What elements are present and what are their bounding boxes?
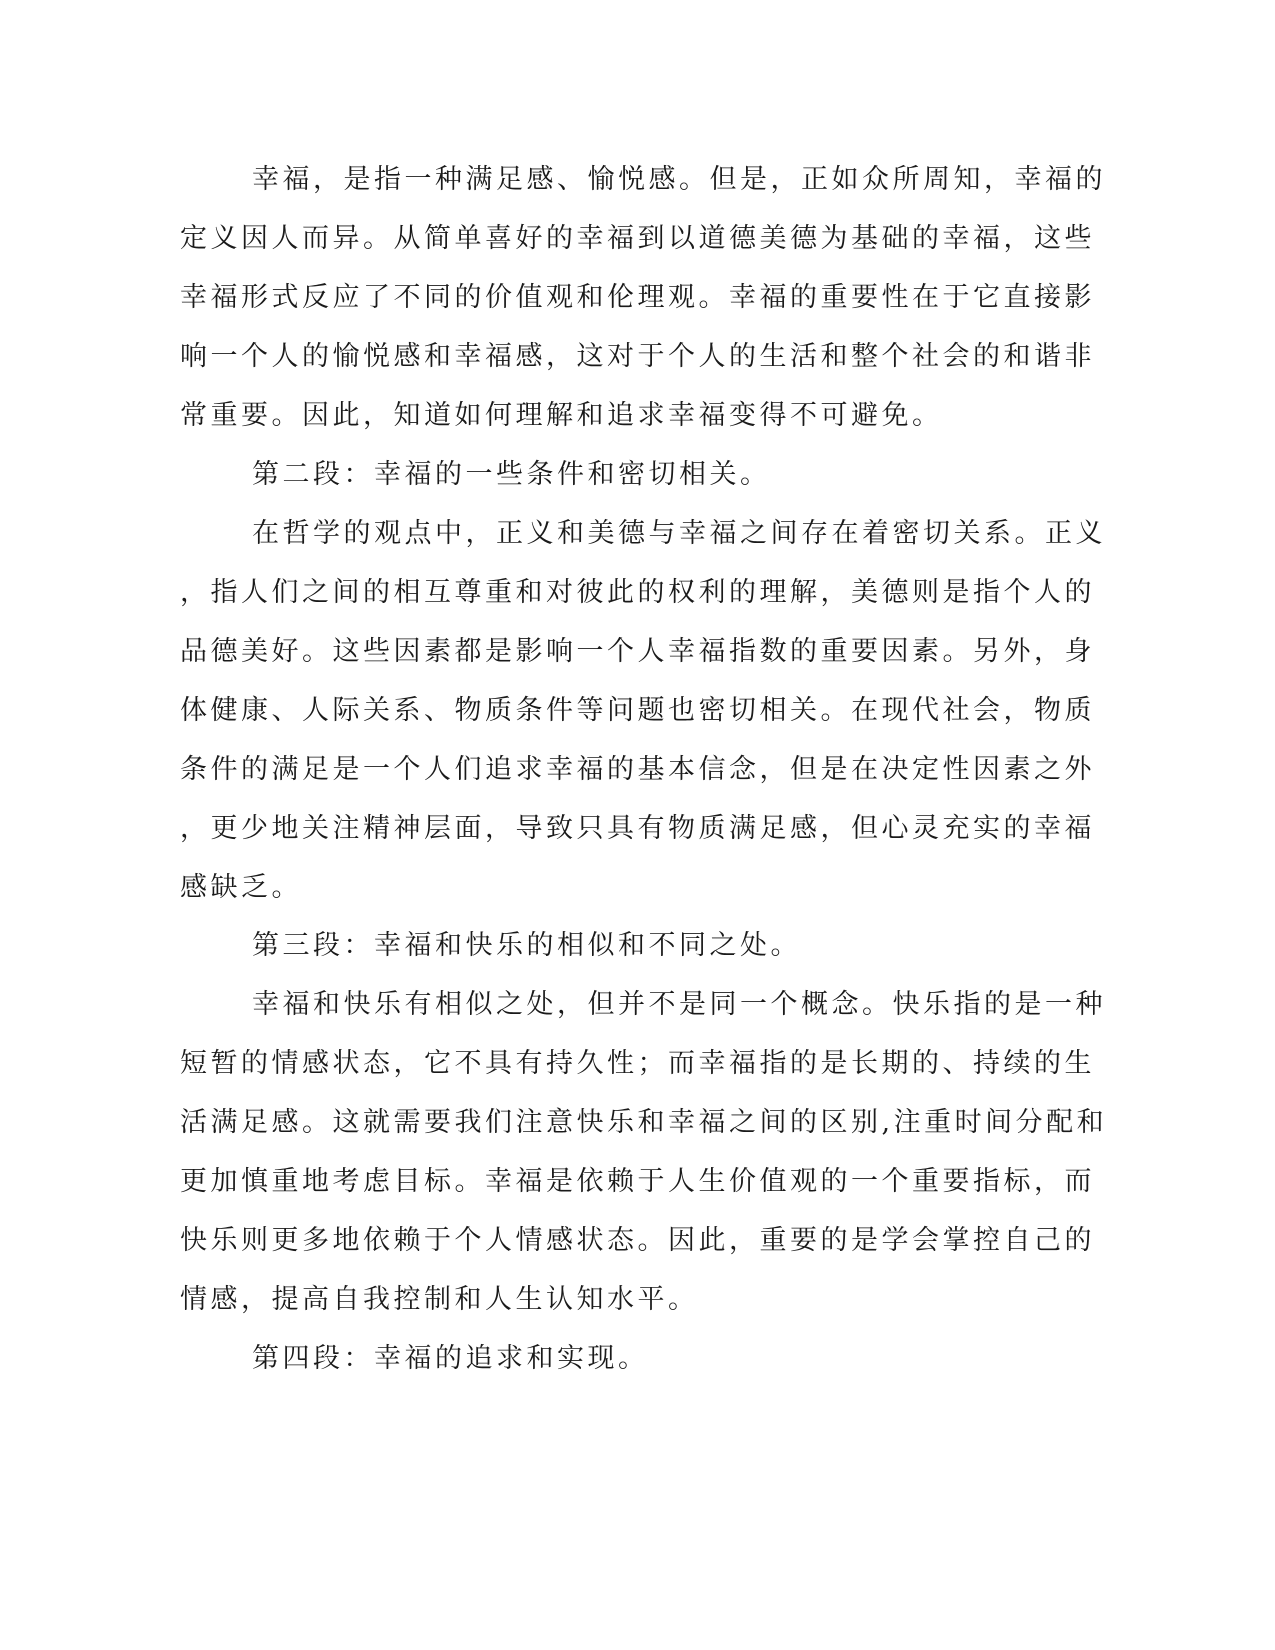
text-line: 条件的满足是一个人们追求幸福的基本信念，但是在决定性因素之外 [180,754,1095,785]
text-line: 在哲学的观点中，正义和美德与幸福之间存在着密切关系。正义 [252,518,1106,549]
text-line: ，更少地关注精神层面，导致只具有物质满足感，但心灵充实的幸福 [180,813,1095,844]
text-line: 幸福，是指一种满足感、愉悦感。但是，正如众所周知，幸福的 [252,164,1106,195]
text-line: 快乐则更多地依赖于个人情感状态。因此，重要的是学会掌控自己的 [180,1225,1095,1256]
text-line: 幸福形式反应了不同的价值观和伦理观。幸福的重要性在于它直接影 [180,282,1095,313]
section-heading: 第四段：幸福的追求和实现。 [252,1343,649,1374]
text-line: 感缺乏。 [180,872,302,903]
text-line: 常重要。因此，知道如何理解和追求幸福变得不可避免。 [180,400,943,431]
text-line: 更加慎重地考虑目标。幸福是依赖于人生价值观的一个重要指标，而 [180,1166,1095,1197]
text-line: 响一个人的愉悦感和幸福感，这对于个人的生活和整个社会的和谐非 [180,341,1095,372]
text-line: 定义因人而异。从简单喜好的幸福到以道德美德为基础的幸福，这些 [180,223,1095,254]
section-heading: 第二段：幸福的一些条件和密切相关。 [252,459,771,490]
text-line: 体健康、人际关系、物质条件等问题也密切相关。在现代社会，物质 [180,695,1095,726]
text-line: 幸福和快乐有相似之处，但并不是同一个概念。快乐指的是一种 [252,989,1106,1020]
text-line: 情感，提高自我控制和人生认知水平。 [180,1284,699,1315]
text-line: 活满足感。这就需要我们注意快乐和幸福之间的区别,注重时间分配和 [180,1107,1108,1138]
text-line: 短暂的情感状态，它不具有持久性；而幸福指的是长期的、持续的生 [180,1048,1095,1079]
text-line: 品德美好。这些因素都是影响一个人幸福指数的重要因素。另外，身 [180,636,1095,667]
section-heading: 第三段：幸福和快乐的相似和不同之处。 [252,930,801,961]
text-line: ，指人们之间的相互尊重和对彼此的权利的理解，美德则是指个人的 [180,577,1095,608]
